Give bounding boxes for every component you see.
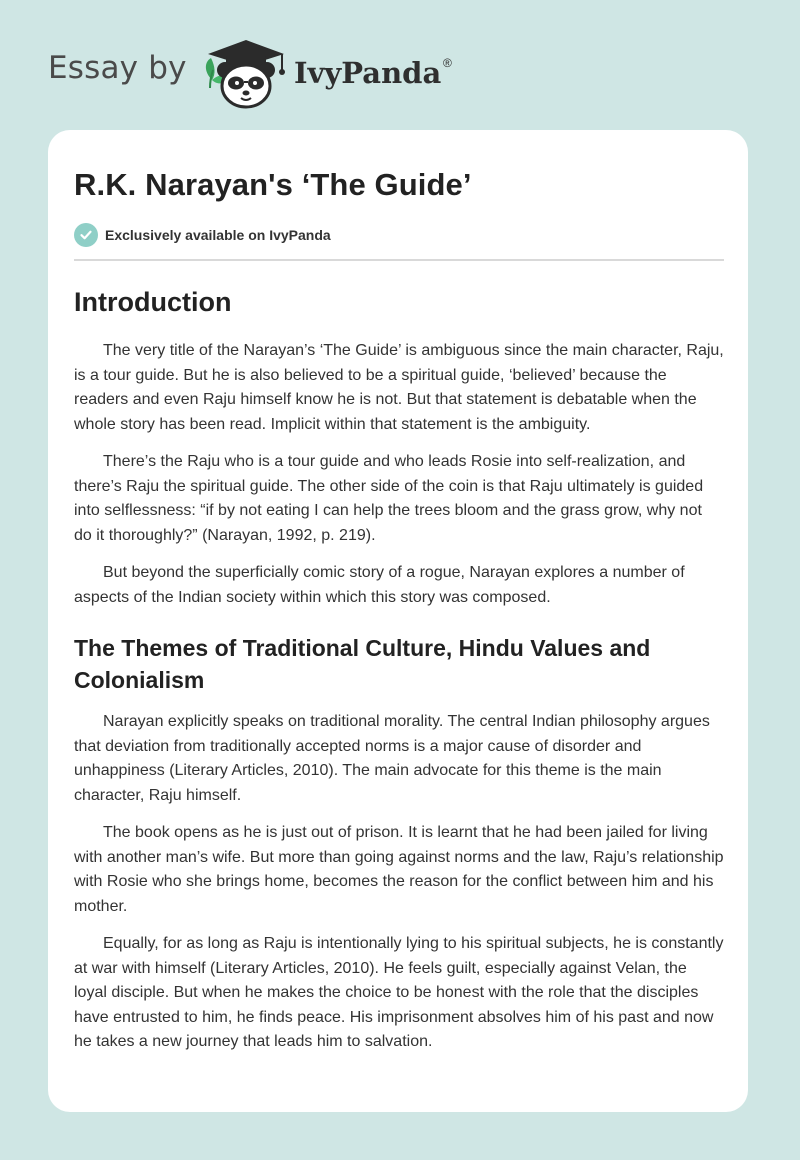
essay-card (48, 130, 748, 1112)
section-heading-themes: The Themes of Traditional Culture, Hindu Values and Colonialism (74, 635, 651, 693)
registered-mark: ® (443, 56, 452, 70)
paragraph: There’s the Raju who is a tour guide and who leads Rosie into self-realization, and there’s Raju the spiritual guide. The other side of the coin is that Raju ultimately is guided into selflessness: “if by not eating I can help the trees bloom and the grass grow, why not do it thoroughly?” (Narayan, 1992, p. 219). (74, 453, 704, 544)
paragraph: But beyond the superficially comic story of a rogue, Narayan explores a number of aspects of the Indian society within which this story was composed. (74, 564, 685, 606)
section-heading-introduction: Introduction (74, 287, 232, 317)
site-header (0, 0, 800, 130)
essay-by-label: Essay by (48, 50, 187, 86)
exclusive-badge (74, 222, 724, 248)
page-title: R.K. Narayan's ‘The Guide’ (74, 167, 472, 202)
paragraph: The book opens as he is just out of prison. It is learnt that he had been jailed for living with another man’s wife. But more than going against norms and the law, Raju’s relationship with Rosie who she brings home, becomes the reason for the conflict between him and his mother. (74, 824, 724, 915)
paragraph: Equally, for as long as Raju is intentionally lying to his spiritual subjects, he is constantly at war with himself (Literary Articles, 2010). He feels guilt, especially against Velan, the loyal disciple. But when he makes the choice to be honest with the role that the disciples have entrusted to him, he finds peace. His imprisonment absolves him of his past and now he takes a new journey that leads him to salvation. (74, 935, 724, 1050)
panda-graduate-icon[interactable] (198, 36, 290, 110)
divider (74, 259, 724, 261)
badge-label: Exclusively available on IvyPanda (105, 227, 331, 243)
check-icon (74, 223, 98, 247)
paragraph: Narayan explicitly speaks on traditional morality. The central Indian philosophy argues that deviation from traditionally accepted norms is a major cause of disorder and unhappiness (Literary Articles, 2010). The main advocate for this theme is the main character, Raju himself. (74, 713, 710, 804)
brand-name[interactable]: IvyPanda (294, 56, 442, 90)
paragraph: The very title of the Narayan’s ‘The Guide’ is ambiguous since the main character, Raju, is a tour guide. But he is also believed to be a spiritual guide, ‘believed’ because the readers and even Raju himself know he is not. But that statement is debatable when the whole story has been read. Implicit within that statement is the ambiguity. (74, 342, 724, 433)
essay-content (74, 166, 724, 1055)
